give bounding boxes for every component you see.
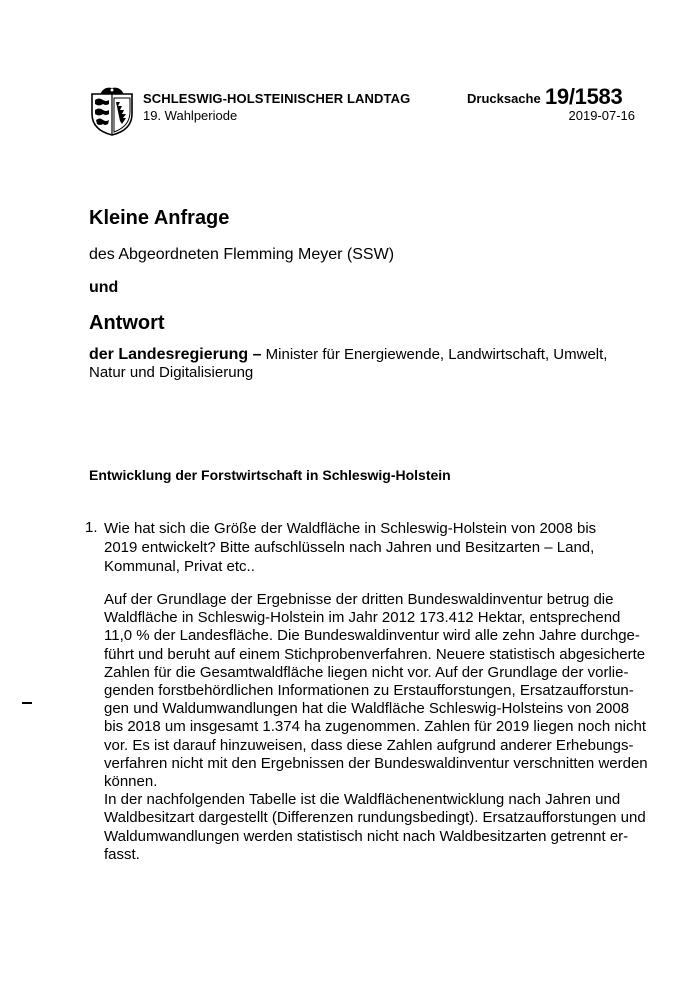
question-text: Wie hat sich die Größe der Waldfläche in Schleswig-Holstein von 2008 bis 2019 entwickelt? Bitte aufschlüsseln nach Jahren und Besitzarten – Land, Kommunal, Privat etc.. — [104, 520, 597, 575]
ministry-name: Minister für Energiewende, Landwirtschaft, Umwelt, Natur und Digitalisierung — [89, 346, 608, 381]
answer-title: Antwort — [89, 312, 165, 334]
answer-text — [104, 591, 648, 864]
organization-name: SCHLESWIG-HOLSTEINISCHER LANDTAG — [143, 91, 411, 106]
answer-line: bis 2018 um insgesamt 1.374 ha zugenommen. Zahlen für 2019 liegen noch nicht — [104, 718, 647, 736]
answer-line: Waldbesitzart dargestellt (Differenzen rundungsbedingt). Ersatzaufforstungen und — [104, 809, 646, 827]
margin-mark — [22, 702, 32, 704]
election-period: 19. Wahlperiode — [143, 108, 238, 123]
coat-of-arms-icon — [90, 86, 134, 136]
author-line: des Abgeordneten Flemming Meyer (SSW) — [89, 246, 395, 263]
answer-line: genden forstbehördlichen Informationen zu Erstaufforstungen, Ersatzaufforstun- — [104, 682, 634, 700]
answer-line: Waldumwandlungen werden statistisch nicht nach Waldbesitzarten getrennt er- — [104, 827, 629, 845]
answer-line: fasst. — [104, 845, 140, 863]
question-number: 1. — [85, 519, 98, 536]
answer-line: können. — [104, 773, 158, 791]
answer-line: Zahlen für die Gesamtwaldfläche liegen nicht vor. Auf der Grundlage der vorlie- — [104, 663, 629, 681]
government-label: der Landesregierung – — [89, 346, 262, 363]
drucksache-number: 19/1583 — [545, 84, 623, 109]
answer-line: Auf der Grundlage der Ergebnisse der dritten Bundeswaldinventur betrug die — [104, 591, 614, 608]
document-date: 2019-07-16 — [568, 108, 635, 123]
subject-heading: Entwicklung der Forstwirtschaft in Schleswig-Holstein — [89, 467, 451, 483]
drucksache-label: Drucksache — [467, 91, 541, 106]
answer-line: In der nachfolgenden Tabelle ist die Waldflächenentwicklung nach Jahren und — [104, 791, 621, 809]
answer-line: gen und Waldumwandlungen hat die Waldfläche Schleswig-Holsteins von 2008 — [104, 700, 630, 718]
government-line — [89, 346, 623, 382]
answer-line: führt und beruht auf einem Stichprobenverfahren. Neuere statistisch abgesicherte — [104, 645, 646, 663]
conjunction: und — [89, 279, 119, 296]
answer-line: 11,0 % der Landesfläche. Die Bundeswaldinventur wird alle zehn Jahre durchge- — [104, 627, 640, 645]
document-title: Kleine Anfrage — [89, 207, 230, 229]
answer-line: verfahren nicht mit den Ergebnissen der Bundeswaldinventur verschnitten werden — [104, 754, 648, 772]
answer-line: vor. Es ist darauf hinzuweisen, dass diese Zahlen aufgrund anderer Erhebungs- — [104, 736, 634, 754]
answer-line: Waldfläche in Schleswig-Holstein im Jahr 2012 173.412 Hektar, entsprechend — [104, 609, 621, 627]
